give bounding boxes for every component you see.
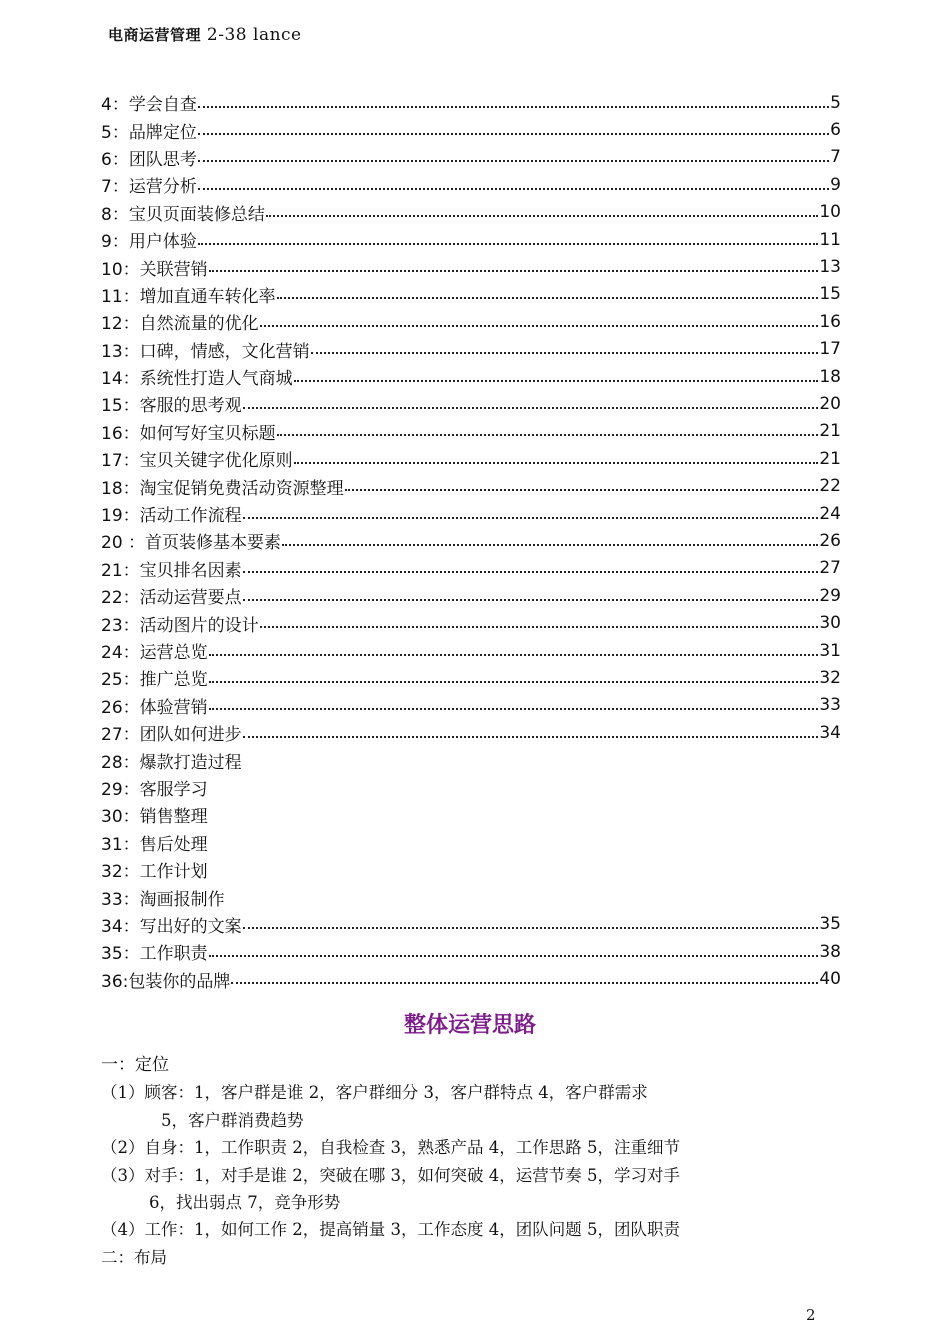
toc-dot-leader [209,270,819,272]
toc-entry [101,89,841,116]
toc-entry [101,199,841,226]
toc-dot-leader [311,352,819,354]
toc-entry-page: 21 [819,448,841,469]
toc-dot-leader [231,982,818,984]
body-line-customers: （1）顾客：1，客户群是谁 2，客户群细分 3，客户群特点 4，客户群需求 [101,1083,648,1103]
toc-entry [101,746,841,773]
toc-dot-leader [243,736,819,738]
toc-entry-page: 38 [819,941,841,962]
toc-entry [101,363,841,390]
toc-entry-page: 9 [830,174,841,195]
toc-entry-page: 20 [819,393,841,414]
toc-entry [101,801,841,828]
heading-positioning: 一：定位 [101,1055,169,1075]
toc-entry-label: 16：如何写好宝贝标题 [101,423,276,444]
section-title: 整体运营思路 [403,1013,536,1038]
toc-entry-page: 10 [819,202,841,223]
toc-entry-page: 15 [819,284,841,305]
toc-entry-page: 7 [830,147,841,168]
toc-entry [101,226,841,253]
toc-dot-leader [345,489,819,491]
toc-entry [101,911,841,938]
toc-dot-leader [277,434,819,436]
toc-dot-leader [243,571,819,573]
body-text [101,1052,821,1271]
toc-entry [101,527,841,554]
toc-entry-page: 35 [819,914,841,935]
toc-entry-page: 22 [819,476,841,497]
toc-entry-label: 17：宝贝关键字优化原则 [101,451,293,472]
toc-entry-label: 7：运营分析 [101,177,197,198]
toc-dot-leader [260,626,819,628]
toc-entry-page: 16 [819,311,841,332]
toc-entry-label: 32：工作计划 [101,862,208,883]
toc-entry-label: 10：关联营销 [101,259,208,280]
toc-entry-page: 30 [819,613,841,634]
toc-dot-leader [209,955,819,957]
toc-entry-label: 34：写出好的文案 [101,916,242,937]
toc-entry-page: 29 [819,585,841,606]
toc-entry-label: 9：用户体验 [101,232,197,253]
toc-entry [101,637,841,664]
toc-entry-page: 26 [819,530,841,551]
toc-entry-label: 33：淘画报制作 [101,889,225,910]
toc-entry-page: 32 [819,667,841,688]
toc-entry [101,664,841,691]
body-line-customers-cont: 5，客户群消费趋势 [161,1110,304,1130]
toc-dot-leader [209,654,819,656]
toc-dot-leader [198,243,819,245]
toc-entry-label: 35：工作职责 [101,944,208,965]
toc-entry [101,116,841,143]
toc-entry-label: 30：销售整理 [101,807,208,828]
toc-entry [101,938,841,965]
toc-entry-page: 34 [819,722,841,743]
toc-entry-page: 31 [819,640,841,661]
toc-entry [101,856,841,883]
toc-entry-page: 21 [819,421,841,442]
toc-entry [101,253,841,280]
toc-dot-leader [266,215,819,217]
toc-entry-label: 8：宝贝页面装修总结 [101,204,265,225]
toc-dot-leader [198,133,829,135]
toc-entry-page: 5 [830,92,841,113]
header-brand: 电商运营管理 [108,26,202,44]
toc-entry-label: 28：爆款打造过程 [101,752,242,773]
toc-entry [101,500,841,527]
toc-entry [101,308,841,335]
toc-entry-label: 6：团队思考 [101,149,197,170]
toc-entry-page: 17 [819,339,841,360]
toc-entry-label: 14：系统性打造人气商城 [101,369,293,390]
toc-entry [101,829,841,856]
toc-entry-page: 6 [830,120,841,141]
toc-dot-leader [243,927,819,929]
toc-entry [101,281,841,308]
toc-dot-leader [294,462,819,464]
toc-entry-page: 40 [819,969,841,990]
toc-entry-label: 15：客服的思考观 [101,396,242,417]
toc-entry-page: 18 [819,366,841,387]
toc-dot-leader [243,517,819,519]
toc-dot-leader [243,407,819,409]
toc-entry-label: 24：运营总览 [101,643,208,663]
toc-entry-label: 22：活动运营要点 [101,588,242,609]
body-line-work: （4）工作：1，如何工作 2，提高销量 3，工作态度 4，团队问题 5，团队职责 [101,1220,680,1240]
toc-entry [101,883,841,910]
table-of-contents [101,89,841,993]
toc-dot-leader [209,708,819,710]
toc-entry-label: 23：活动图片的设计 [101,615,259,636]
toc-entry [101,171,841,198]
toc-dot-leader [277,297,819,299]
toc-entry [101,582,841,609]
toc-entry-label: 26：体验营销 [101,697,208,718]
toc-dot-leader [294,380,819,382]
toc-dot-leader [198,106,829,108]
toc-entry [101,692,841,719]
toc-entry-label: 18：淘宝促销免费活动资源整理 [101,478,344,499]
toc-dot-leader [282,544,818,546]
toc-entry [101,966,841,993]
toc-entry [101,445,841,472]
toc-entry-label: 31：售后处理 [101,834,208,855]
toc-entry-page: 13 [819,257,841,278]
toc-entry [101,418,841,445]
page-number: 2 [806,1306,816,1324]
toc-entry-label: 13：口碑，情感，文化营销 [101,341,310,362]
toc-entry-page: 27 [819,558,841,579]
toc-entry [101,336,841,363]
toc-entry [101,144,841,171]
toc-entry-page: 33 [819,695,841,716]
header-info: 2-38 lance [201,25,302,45]
toc-entry-label: 5：品牌定位 [101,122,197,143]
toc-entry [101,719,841,746]
heading-layout: 二：布局 [101,1247,167,1267]
toc-entry [101,472,841,499]
toc-entry-label: 12：自然流量的优化 [101,314,259,335]
toc-entry [101,390,841,417]
toc-dot-leader [260,325,819,327]
toc-dot-leader [243,599,819,601]
toc-entry-page: 11 [819,229,841,250]
toc-entry-label: 27：团队如何进步 [101,725,242,746]
toc-entry [101,609,841,636]
toc-entry-page: 24 [819,503,841,524]
toc-entry-label: 21：宝贝排名因素 [101,560,242,581]
toc-entry-label: 29：客服学习 [101,779,208,800]
toc-entry-label: 4：学会自查 [101,95,197,116]
toc-entry-label: 20 ：首页装修基本要素 [101,533,282,554]
toc-entry-label: 11：增加直通车转化率 [101,286,276,307]
toc-dot-leader [198,160,829,162]
toc-entry-label: 19：活动工作流程 [101,506,242,527]
body-line-rivals: （3）对手：1，对手是谁 2，突破在哪 3，如何突破 4，运营节奏 5，学习对手 [101,1165,680,1185]
toc-dot-leader [198,188,829,190]
toc-entry [101,555,841,582]
toc-entry-label: 25：推广总览 [101,670,208,691]
toc-dot-leader [209,681,819,683]
body-line-rivals-cont: 6，找出弱点 7，竞争形势 [149,1192,341,1212]
toc-entry-label: 36:包装你的品牌 [101,971,231,992]
page-header [108,24,302,45]
body-line-self: （2）自身：1，工作职责 2，自我检查 3，熟悉产品 4，工作思路 5，注重细节 [101,1138,680,1158]
toc-entry [101,774,841,801]
